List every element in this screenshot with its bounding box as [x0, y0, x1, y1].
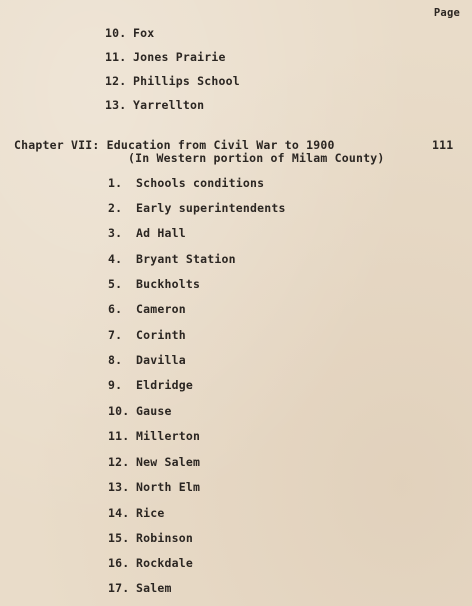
- item-number: 1.: [108, 176, 123, 190]
- list-item: [108, 480, 200, 494]
- item-number: 10.: [105, 26, 127, 40]
- item-number: 12.: [105, 74, 127, 88]
- list-item: [105, 26, 154, 40]
- list-item: [105, 74, 240, 88]
- item-text: Bryant Station: [136, 252, 236, 266]
- list-item: [108, 302, 186, 316]
- item-text: Ad Hall: [136, 226, 186, 240]
- item-text: Early superintendents: [136, 201, 286, 215]
- list-item: [108, 506, 165, 520]
- item-number: 11.: [108, 429, 130, 443]
- item-number: 9.: [108, 378, 123, 392]
- list-item: [108, 581, 172, 595]
- item-text: Davilla: [136, 353, 186, 367]
- item-number: 12.: [108, 455, 130, 469]
- item-text: Yarrellton: [133, 98, 205, 112]
- chapter-title: Chapter VII: Education from Civil War to 1900: [14, 138, 335, 152]
- item-text: Phillips School: [133, 74, 240, 88]
- item-text: Schools conditions: [136, 176, 265, 190]
- item-text: Jones Prairie: [133, 50, 226, 64]
- list-item: [108, 201, 286, 215]
- list-item: [108, 531, 193, 545]
- item-number: 13.: [108, 480, 130, 494]
- item-text: Millerton: [136, 429, 201, 443]
- chapter-subtitle: (In Western portion of Milam County): [128, 151, 385, 165]
- list-item: [105, 50, 226, 64]
- list-item: [108, 277, 200, 291]
- item-text: Robinson: [136, 531, 193, 545]
- item-text: Corinth: [136, 328, 186, 342]
- item-number: 13.: [105, 98, 127, 112]
- list-item: [108, 378, 193, 392]
- list-item: [108, 328, 186, 342]
- list-item: [108, 429, 200, 443]
- item-number: 11.: [105, 50, 127, 64]
- item-text: Salem: [136, 581, 172, 595]
- item-number: 2.: [108, 201, 123, 215]
- item-text: Fox: [133, 26, 155, 40]
- item-number: 16.: [108, 556, 130, 570]
- item-text: Buckholts: [136, 277, 201, 291]
- item-number: 7.: [108, 328, 123, 342]
- list-item: [105, 98, 204, 112]
- item-text: Cameron: [136, 302, 186, 316]
- list-item: [108, 353, 186, 367]
- item-number: 3.: [108, 226, 123, 240]
- list-item: [108, 404, 172, 418]
- chapter-page-number: 111: [432, 138, 454, 152]
- item-number: 14.: [108, 506, 130, 520]
- item-text: Rockdale: [136, 556, 193, 570]
- item-number: 6.: [108, 302, 123, 316]
- page-column-label: Page: [433, 7, 460, 19]
- item-text: New Salem: [136, 455, 201, 469]
- list-item: [108, 252, 236, 266]
- list-item: [108, 176, 264, 190]
- list-item: [108, 556, 193, 570]
- item-text: Eldridge: [136, 378, 193, 392]
- item-text: Rice: [136, 506, 165, 520]
- item-text: Gause: [136, 404, 172, 418]
- item-number: 15.: [108, 531, 130, 545]
- item-number: 10.: [108, 404, 130, 418]
- item-number: 4.: [108, 252, 123, 266]
- item-number: 5.: [108, 277, 123, 291]
- item-number: 17.: [108, 581, 130, 595]
- item-number: 8.: [108, 353, 123, 367]
- list-item: [108, 455, 200, 469]
- list-item: [108, 226, 186, 240]
- item-text: North Elm: [136, 480, 201, 494]
